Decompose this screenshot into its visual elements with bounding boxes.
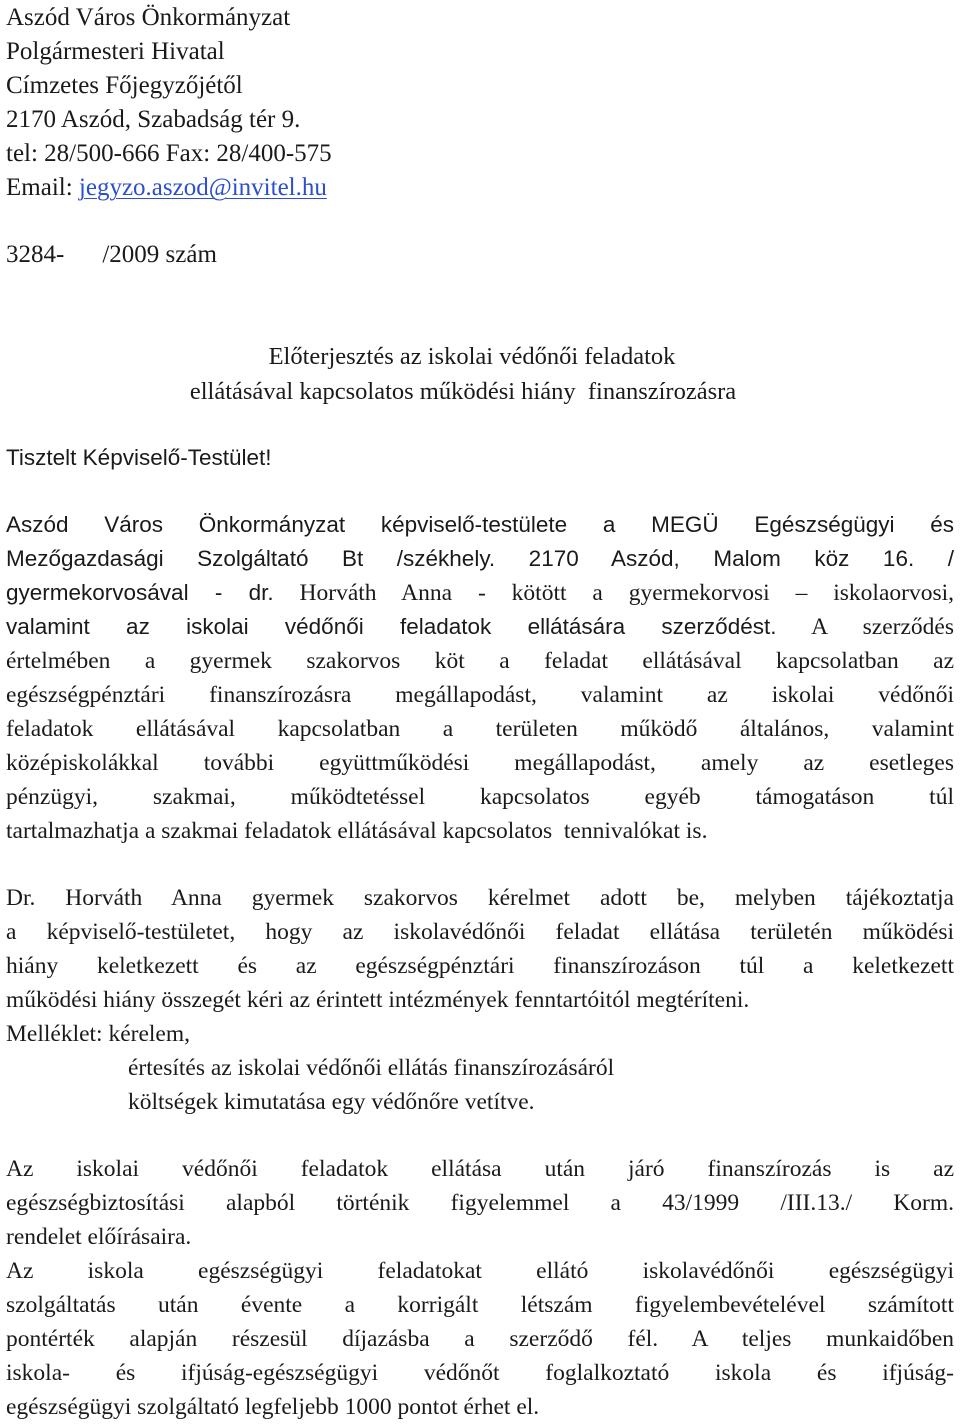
reference-number (6, 238, 217, 272)
org-office: Polgármesteri Hivatal (6, 38, 225, 65)
org-sender: Címzetes Főjegyzőjétől (6, 72, 243, 99)
reference-suffix: /2009 szám (102, 241, 217, 268)
paragraph-line: Dr. Horváth Anna gyermek szakorvos kérelmet adott be, melyben tájékoztatja (6, 885, 954, 911)
org-address: 2170 Aszód, Szabadság tér 9. (6, 106, 301, 133)
reference-prefix: 3284- (6, 241, 65, 268)
paragraph-line: egészségbiztosítási alapból történik figyelemmel a 43/1999 /III.13./ Korm. (6, 1190, 954, 1216)
paragraph-line: tartalmazhatja a szakmai feladatok ellátásával kapcsolatos tennivalókat is. (6, 818, 708, 844)
title-line-2: ellátásával kapcsolatos működési hiány finanszírozásra (189, 378, 737, 405)
paragraph-line: pénzügyi, szakmai, működtetéssel kapcsolatos egyéb támogatáson túl (6, 784, 954, 810)
paragraph-line: Aszód Város Önkormányzat képviselő-testülete a MEGÜ Egészségügyi és (6, 512, 954, 537)
paragraph-line: iskola- és ifjúság-egészségügyi védőnőt foglalkoztató iskola és ifjúság- (6, 1360, 954, 1386)
email-link[interactable]: jegyzo.aszod@invitel.hu (78, 174, 327, 201)
paragraph-line: hiány keletkezett és az egészségpénztári finanszírozáson túl a keletkezett (6, 953, 954, 979)
paragraph-line: középiskolákkal további együttműködési megállapodást, amely az esetleges (6, 750, 954, 776)
attachment-item: költségek kimutatása egy védőnőre vetítve. (128, 1089, 535, 1115)
paragraph-line: pontérték alapján részesül díjazásba a szerződő fél. A teljes munkaidőben (6, 1326, 954, 1352)
attachment-item: értesítés az iskolai védőnői ellátás finanszírozásáról (128, 1055, 615, 1081)
paragraph-line (6, 576, 954, 610)
salutation: Tisztelt Képviselő-Testület! (6, 445, 272, 470)
paragraph-line: működési hiány összegét kéri az érintett intézmények fenntartóitól megtéríteni. (6, 987, 750, 1013)
paragraph-line: egészségpénztári finanszírozásra megállapodást, valamint az iskolai védőnői (6, 682, 954, 708)
paragraph-line: egészségügyi szolgáltató legfeljebb 1000 pontot érhet el. (6, 1394, 540, 1420)
paragraph-line: a képviselő-testületet, hogy az iskolavédőnői feladat ellátása területén működési (6, 919, 954, 945)
paragraph-line (6, 610, 954, 644)
title-line-1: Előterjesztés az iskolai védőnői feladatok (268, 343, 676, 370)
paragraph-segment: gyermekorvosával - dr. (6, 580, 274, 605)
paragraph-line: rendelet előírásaira. (6, 1224, 192, 1250)
org-name: Aszód Város Önkormányzat (6, 4, 291, 31)
paragraph-line: szolgáltatás után évente a korrigált létszám figyelembevételével számított (6, 1292, 954, 1318)
email-label: Email: (6, 174, 79, 201)
paragraph-line: Az iskola egészségügyi feladatokat ellátó iskolavédőnői egészségügyi (6, 1258, 954, 1284)
paragraph-segment: A szerződés (776, 614, 955, 640)
paragraph-line: Mezőgazdasági Szolgáltató Bt /székhely. 2170 Aszód, Malom köz 16. / (6, 546, 954, 571)
paragraph-segment: Horváth Anna - kötött a gyermekorvosi – iskolaorvosi, (273, 580, 954, 606)
paragraph-segment: valamint az iskolai védőnői feladatok ellátására szerződést. (6, 614, 777, 639)
paragraph-line: értelmében a gyermek szakorvos köt a feladat ellátásával kapcsolatban az (6, 648, 954, 674)
attachment-label: Melléklet: kérelem, (6, 1021, 191, 1047)
org-phone-fax: tel: 28/500-666 Fax: 28/400-575 (6, 140, 332, 167)
paragraph-line: Az iskolai védőnői feladatok ellátása után járó finanszírozás is az (6, 1156, 954, 1182)
paragraph-line: feladatok ellátásával kapcsolatban a területen működő általános, valamint (6, 716, 954, 742)
org-email-line (6, 171, 327, 205)
